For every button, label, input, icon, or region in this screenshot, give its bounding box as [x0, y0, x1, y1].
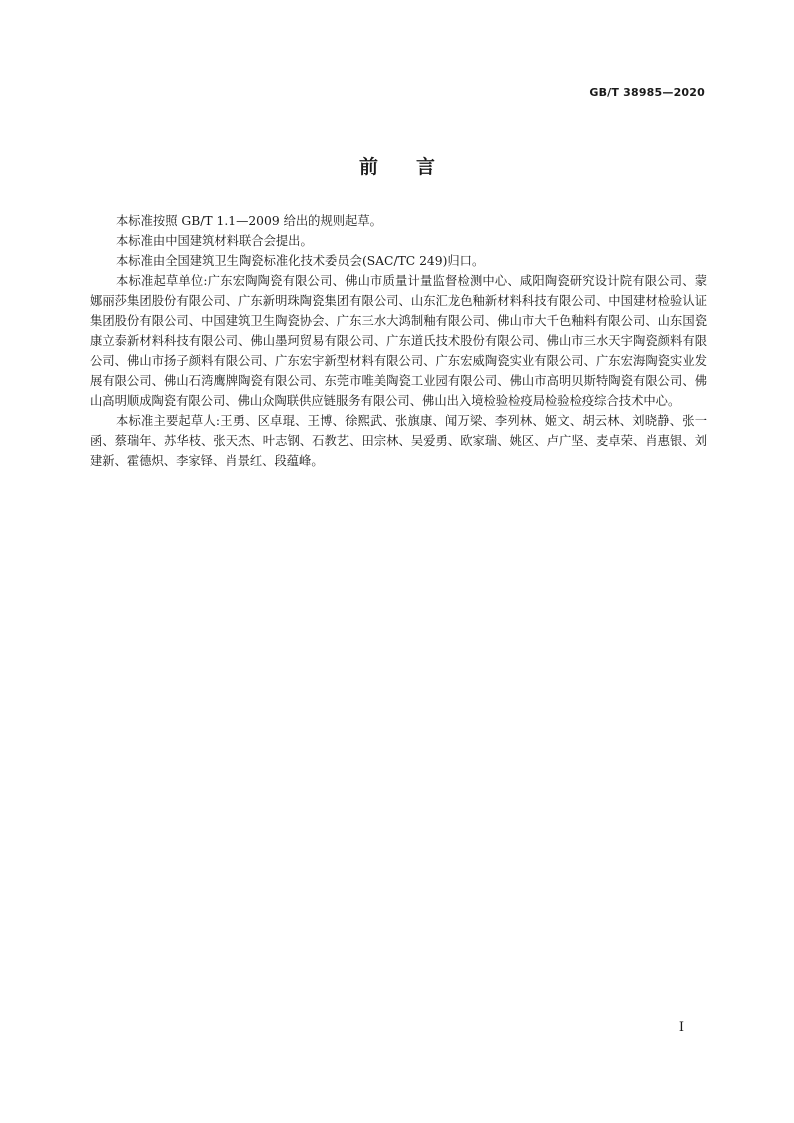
paragraph-governing-committee: 本标准由全国建筑卫生陶瓷标准化技术委员会(SAC/TC 249)归口。: [116, 254, 485, 268]
page-number: I: [678, 1020, 684, 1035]
foreword-body: [90, 211, 707, 471]
paragraph-proposer: 本标准由中国建筑材料联合会提出。: [116, 234, 313, 248]
paragraph-main-drafters: 本标准主要起草人:王勇、区卓琨、王博、徐熙武、张旗康、闻万梁、李列林、姬文、胡云林、刘晓静、张一函、蔡瑞年、苏华枝、张天杰、叶志钢、石教艺、田宗林、吴爱勇、欧家瑞、姚区、卢广坚、麦卓荣、肖惠银、刘建新、霍德炽、李家铎、肖景红、段蕴峰。: [90, 414, 707, 468]
paragraph-drafting-rules: 本标准按照 GB/T 1.1—2009 给出的规则起草。: [116, 214, 382, 228]
standard-code: GB/T 38985—2020: [589, 86, 705, 99]
page-title: 前言: [358, 156, 473, 178]
paragraph-drafting-organizations: 本标准起草单位:广东宏陶陶瓷有限公司、佛山市质量计量监督检测中心、咸阳陶瓷研究设计院有限公司、蒙娜丽莎集团股份有限公司、广东新明珠陶瓷集团有限公司、山东汇龙色釉新材料科技有限公司、中国建材检验认证集团股份有限公司、中国建筑卫生陶瓷协会、广东三水大鸿制釉有限公司、佛山市大千色釉料有限公司、山东国瓷康立泰新材料科技有限公司、佛山墨珂贸易有限公司、广东道氏技术股份有限公司、佛山市三水天宇陶瓷颜料有限公司、佛山市扬子颜料有限公司、广东宏宇新型材料有限公司、广东宏威陶瓷实业有限公司、广东宏海陶瓷实业发展有限公司、佛山石湾鹰牌陶瓷有限公司、东莞市唯美陶瓷工业园有限公司、佛山市高明贝斯特陶瓷有限公司、佛山高明顺成陶瓷有限公司、佛山众陶联供应链服务有限公司、佛山出入境检验检疫局检验检疫综合技术中心。: [90, 274, 707, 408]
